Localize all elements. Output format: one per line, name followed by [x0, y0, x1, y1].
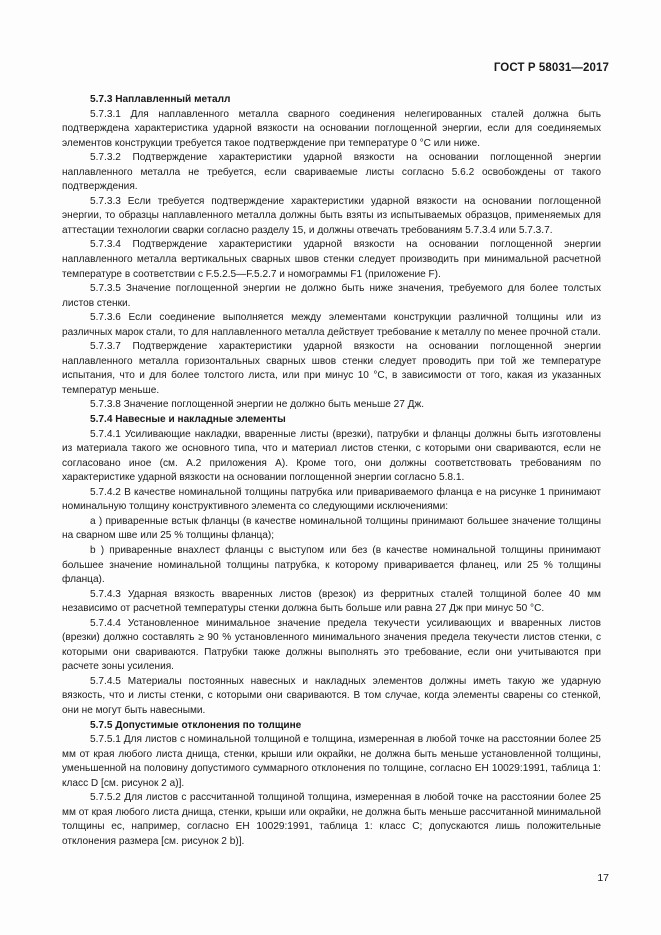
section-heading: 5.7.4 Навесные и накладные элементы	[90, 414, 286, 426]
paragraph: 5.7.3.5 Значение поглощенной энергии не должно быть ниже значения, требуемого для более толстых листов стенки.	[62, 283, 601, 309]
paragraph: 5.7.3.1 Для наплавленного металла сварного соединения нелегированных сталей должна быть подтверждена характеристика ударной вязкости на основании поглощенной энергии, если для соединяемых элементов конструкции требуется такое подтверждение при температуре 0 °С или ниже.	[62, 108, 601, 149]
paragraph: 5.7.3.3 Если требуется подтверждение характеристики ударной вязкости на основании поглощенной энергии, то образцы наплавленного металла должны быть взяты из испытываемых образцов, применяемых для аттестации технологии сварки согласно разделу 15, и должны отвечать требованиям 5.7.3.4 или 5.7.3.7.	[62, 195, 601, 236]
paragraph: 5.7.4.1 Усиливающие накладки, вваренные листы (врезки), патрубки и фланцы должны быть изготовлены из материала такого же основного типа, что и материал листов стенки, с которыми они свариваются, если не согласовано иное (см. А.2 приложения А). Кроме того, они должны соответствовать требованиям по характеристике ударной вязкости на основании поглощенной энергии согласно 5.8.1.	[62, 428, 601, 484]
document-body	[62, 93, 601, 849]
paragraph: 5.7.4.2 В качестве номинальной толщины патрубка или привариваемого фланца e на рисунке 1 принимают номинальную толщину конструктивного элемента со следующими исключениями:	[62, 486, 601, 513]
paragraph: 5.7.3.2 Подтверждение характеристики ударной вязкости на основании поглощенной энергии наплавленного металла не требуется, если свариваемые листы согласно 5.6.2 освобождены от такого подтверждения.	[62, 152, 601, 193]
paragraph: 5.7.4.4 Установленное минимальное значение предела текучести усиливающих и вваренных листов (врезки) должно составлять ≥ 90 % установленного минимального значения предела текучести листов стенки, с которыми они свариваются. Патрубки также должны выполнять это требование, если они учитываются при расчете зоны усиления.	[62, 617, 601, 673]
paragraph: 5.7.5.1 Для листов с номинальной толщиной e толщина, измеренная в любой точке на расстоянии более 25 мм от края любого листа днища, стенки, крыши или окрайки, не должна быть меньше установленной толщины, уменьшенной на половину допустимого суммарного отклонения по толщине, согласно ЕН 10029:1991, таблица 1: класс D [см. рисунок 2 a)].	[62, 734, 601, 789]
document-id: ГОСТ Р 58031—2017	[493, 62, 609, 74]
paragraph: 5.7.3.4 Подтверждение характеристики ударной вязкости на основании поглощенной энергии наплавленного металла вертикальных сварных швов стенки следует производить при минимальной расчетной температуре в соответствии с F.5.2.5—F.5.2.7 и номограммы F1 (приложение F).	[62, 239, 601, 280]
paragraph: 5.7.4.3 Ударная вязкость вваренных листов (врезок) из ферритных сталей толщиной более 40 мм независимо от расчетной температуры стенки должна быть больше или равна 27 Дж при минус 50 °С.	[62, 588, 601, 615]
paragraph: 5.7.5.2 Для листов с рассчитанной толщиной толщина, измеренная в любой точке на расстоянии более 25 мм от края любого листа днища, стенки, крыши или окрайки, не должна быть меньше рассчитанной минимальной толщины ec, например, согласно ЕН 10029:1991, таблица 1: класс С; допускаются лишь положительные отклонения размера [см. рисунок 2 b)].	[62, 792, 601, 847]
page-number: 17	[597, 872, 609, 884]
list-item: a ) приваренные встык фланцы (в качестве номинальной толщины принимают большее значение толщины на сварном шве или 25 % толщины фланца);	[62, 515, 601, 542]
paragraph: 5.7.3.7 Подтверждение характеристики ударной вязкости на основании поглощенной энергии наплавленного металла горизонтальных сварных швов стенки следует проводить при той же температуре испытания, что и для более толстого листа, или при минус 10 °С, в зависимости от того, какая из указанных температур меньше.	[62, 341, 601, 396]
paragraph: 5.7.4.5 Материалы постоянных навесных и накладных элементов должны иметь такую же ударную вязкость, что и листы стенки, с которыми они свариваются. В том случае, когда элементы сварены со стенкой, они не могут быть навесными.	[62, 675, 601, 716]
list-item: b ) приваренные внахлест фланцы с выступом или без (в качестве номинальной толщины принимают большее значение номинальной толщины патрубка, к которому приваривается фланец, или 25 % толщины фланца).	[62, 544, 601, 586]
paragraph: 5.7.3.6 Если соединение выполняется между элементами конструкции различной толщины или из различных марок стали, то для наплавленного металла действует требование к металлу по менее прочной стали.	[62, 312, 601, 338]
section-heading: 5.7.5 Допустимые отклонения по толщине	[90, 719, 302, 731]
section-heading: 5.7.3 Наплавленный металл	[90, 94, 231, 105]
paragraph: 5.7.3.8 Значение поглощенной энергии не должно быть меньше 27 Дж.	[90, 399, 425, 411]
